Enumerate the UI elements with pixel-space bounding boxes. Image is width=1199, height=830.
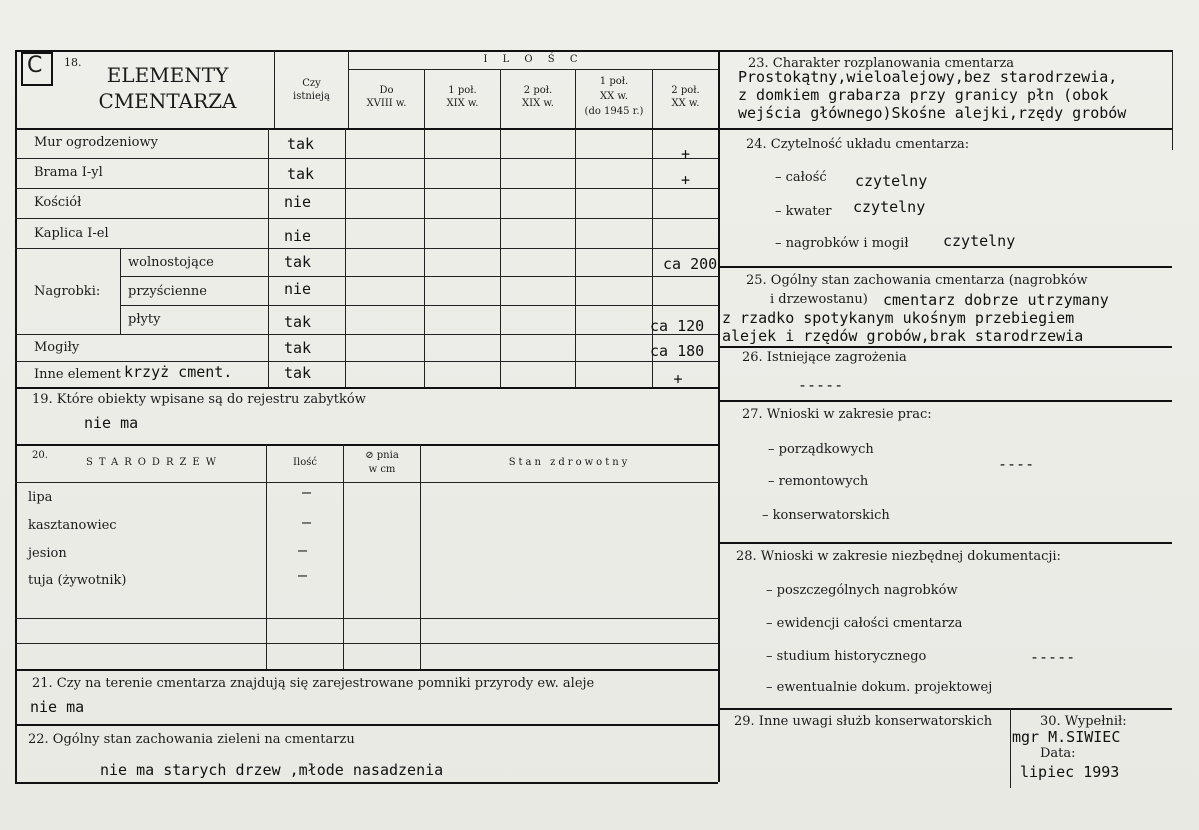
q28-item-2: – ewidencji całości cmentarza [766, 616, 963, 631]
vline-exists-right [345, 128, 346, 387]
row-label-mur: Mur ogrodzeniowy [34, 135, 158, 150]
q20-header: STARODRZEW [86, 457, 222, 468]
q24-item-2: – kwater [775, 204, 832, 219]
q22-label: 22. Ogólny stan zachowania zieleni na cmentarzu [28, 732, 355, 747]
tree-lipa-qty: – [302, 483, 312, 501]
q30-date-label: Data: [1040, 746, 1076, 761]
q24-label: 24. Czytelność układu cmentarza: [746, 137, 970, 152]
row-line-3 [15, 218, 718, 219]
inne-exists: tak [284, 364, 312, 382]
q27-item-3: – konserwatorskich [762, 508, 890, 523]
row-line-9 [15, 387, 718, 389]
frame-right [1172, 50, 1173, 150]
nagrobki-przyscienne: przyścienne [128, 284, 207, 299]
nagrobki-plyty-qty: ca 120 [650, 317, 705, 335]
row-exists-kaplica: nie [284, 227, 312, 245]
nagrobki-split [120, 248, 121, 334]
q23-label: 23. Charakter rozplanowania cmentarza [748, 56, 1015, 71]
q20-line-2 [15, 618, 718, 619]
tree-tuja-qty: – [298, 566, 308, 584]
q20-number: 20. [32, 450, 48, 461]
period-1-1: 1 poł. [448, 85, 477, 96]
q30-date: lipiec 1993 [1020, 763, 1120, 781]
row-last-brama: + [680, 171, 691, 189]
q21-bottom [15, 724, 718, 726]
q24-value-1: czytelny [855, 172, 928, 190]
mogily-qty: ca 180 [650, 342, 705, 360]
q27-bottom [718, 542, 1172, 544]
q26-answer: ----- [798, 376, 844, 394]
row-line-5 [120, 276, 718, 277]
q24-item-3: – nagrobków i mogił [775, 236, 909, 251]
nagrobki-label: Nagrobki: [34, 284, 101, 299]
q20-line-1 [15, 482, 718, 483]
vline-p1 [424, 69, 425, 387]
row-label-kaplica: Kaplica I-el [34, 226, 109, 241]
period-3-3: (do 1945 r.) [584, 106, 644, 117]
tree-kasztanowiec: kasztanowiec [28, 518, 117, 533]
mogily-exists: tak [284, 339, 312, 357]
q27-item-2: – remontowych [768, 474, 869, 489]
section-marker: C [27, 53, 43, 78]
period-4-1: 2 poł. [671, 85, 700, 96]
q20-vline-3 [420, 444, 421, 669]
q29-label: 29. Inne uwagi służb konserwatorskich [734, 714, 993, 729]
elements-title-2: CMENTARZA [98, 89, 237, 113]
row-label-brama: Brama I-yl [34, 165, 103, 180]
frame-bottom-left [15, 782, 718, 784]
q30-name: mgr M.SIWIEC [1012, 728, 1121, 746]
q20-vline-1 [266, 444, 267, 669]
q28-item-1: – poszczególnych nagrobków [766, 583, 958, 598]
q20-col-trunk-1: ⊘ pnia [365, 450, 399, 461]
row-line-2 [15, 188, 718, 189]
row-line-1 [15, 158, 718, 159]
q28-label: 28. Wnioski w zakresie niezbędnej dokumentacji: [736, 549, 1061, 564]
row-line-8 [15, 361, 718, 362]
tree-jesion: jesion [28, 546, 67, 561]
q28-bottom [718, 708, 1172, 710]
q25-bottom [718, 346, 1172, 348]
period-4-2: XX w. [671, 98, 700, 109]
q25-label-2: i drzewostanu) [770, 292, 868, 307]
period-2-1: 2 poł. [523, 85, 553, 96]
section-number: 18. [64, 56, 82, 69]
q19-bottom [15, 444, 718, 446]
q29-q30-divider [1010, 708, 1011, 788]
header-vline-exists [274, 50, 275, 128]
q21-label: 21. Czy na terenie cmentarza znajdują się zarejestrowane pomniki przyrody ew. aleje [32, 676, 595, 691]
q22-answer: nie ma starych drzew ,młode nasadzenia [100, 761, 444, 779]
nagrobki-wolnostojace: wolnostojące [128, 255, 214, 270]
nagrobki-wolnostojace-qty: ca 200 [663, 255, 718, 273]
q25-label-1: 25. Ogólny stan zachowania cmentarza (nagrobków [746, 273, 1088, 288]
column-divider [718, 50, 720, 782]
row-last-mur: + [680, 145, 691, 163]
row-exists-kosciol: nie [284, 193, 312, 211]
nagrobki-plyty: płyty [128, 312, 161, 327]
q28-item-3: – studium historycznego [766, 649, 927, 664]
tree-kasztanowiec-qty: – [302, 513, 312, 531]
period-2-2: XIX w. [522, 98, 554, 109]
row-label-kosciol: Kościół [34, 195, 82, 210]
q20-bottom [15, 669, 718, 671]
qty-subheader-line [349, 69, 718, 70]
period-1-2: XIX w. [446, 98, 479, 109]
row-line-6 [120, 305, 718, 306]
q25-answer-2: z rzadko spotykanym ukośnym przebiegiem [722, 309, 1075, 327]
col-exists-1: Czy [302, 78, 321, 89]
quantity-header: I L O Ś C [483, 54, 584, 65]
q24-value-2: czytelny [853, 198, 926, 216]
q24-item-1: – całość [775, 170, 827, 185]
row-exists-mur: tak [287, 135, 315, 153]
inne-written: krzyż cment. [124, 363, 233, 381]
q28-answer: ----- [1030, 648, 1076, 666]
row-line-7 [15, 334, 718, 335]
vline-exists [268, 128, 269, 387]
q24-bottom [718, 266, 1172, 268]
period-3-2: XX w. [600, 91, 628, 102]
q27-item-1: – porządkowych [768, 442, 874, 457]
elements-title-1: ELEMENTY [106, 63, 229, 87]
vline-p2 [500, 69, 501, 387]
tree-tuja: tuja (żywotnik) [28, 573, 127, 588]
q23-line-3: wejścia głównego)Skośne alejki,rzędy grobów [738, 104, 1127, 122]
q19-label: 19. Które obiekty wpisane są do rejestru zabytków [32, 392, 366, 407]
q25-answer-3: alejek i rzędów grobów,brak starodrzewia [722, 327, 1084, 345]
q20-vline-2 [343, 444, 344, 669]
q23-line-1: Prostokątny,wieloalejowy,bez starodrzewia, [738, 68, 1118, 86]
mogily-label: Mogiły [34, 340, 80, 355]
vline-p4 [652, 69, 653, 387]
q19-answer: nie ma [84, 414, 139, 432]
period-0-2: XVIII w. [366, 98, 407, 109]
q27-label: 27. Wnioski w zakresie prac: [742, 407, 932, 422]
q27-answer: ---- [998, 455, 1035, 473]
q21-answer: nie ma [30, 698, 85, 716]
q23-line-2: z domkiem grabarza przy granicy płn (obok [738, 86, 1109, 104]
q26-label: 26. Istniejące zagrożenia [742, 350, 907, 365]
nagrobki-wolnostojace-exists: tak [284, 253, 312, 271]
nagrobki-przyscienne-exists: nie [284, 280, 312, 298]
q30-label: 30. Wypełnił: [1040, 714, 1127, 729]
q24-value-3: czytelny [943, 232, 1016, 250]
q25-answer-1: cmentarz dobrze utrzymany [883, 291, 1109, 309]
q20-col-qty: Ilość [293, 457, 317, 468]
q26-bottom [718, 400, 1172, 402]
q20-line-3 [15, 643, 718, 644]
inne-label: Inne element [34, 367, 121, 382]
nagrobki-plyty-exists: tak [284, 313, 312, 331]
q28-item-4: – ewentualnie dokum. projektowej [766, 680, 993, 695]
row-exists-brama: tak [287, 165, 315, 183]
q20-col-health: Stan zdrowotny [508, 457, 631, 468]
q23-bottom [718, 128, 1172, 130]
period-0-1: Do [379, 85, 394, 96]
tree-lipa: lipa [28, 490, 53, 505]
q20-col-trunk-2: w cm [368, 464, 396, 475]
frame-left [15, 50, 17, 782]
frame-top [15, 50, 1172, 52]
tree-jesion-qty: – [298, 541, 308, 559]
period-3-1: 1 poł. [599, 76, 629, 87]
header-bottom-line [15, 128, 718, 130]
inne-last: + [673, 370, 683, 388]
col-exists-2: istnieją [293, 91, 330, 102]
